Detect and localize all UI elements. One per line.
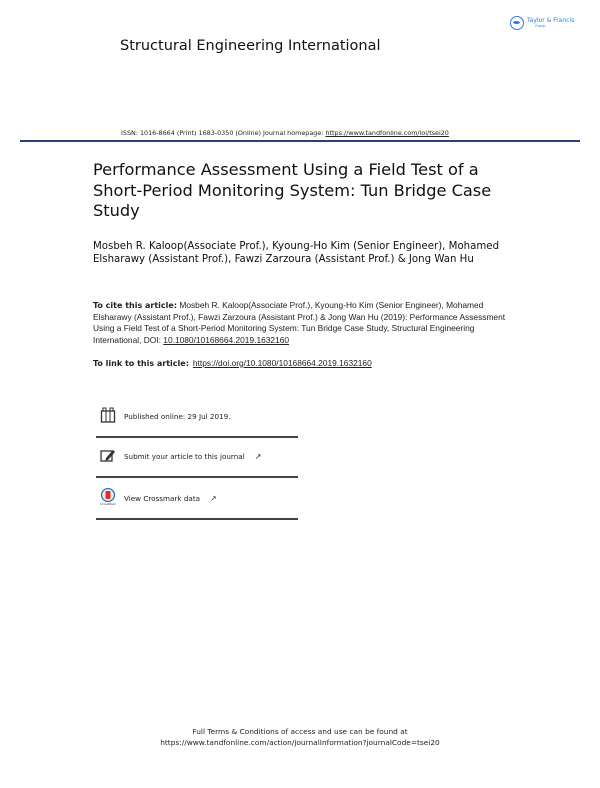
footer-terms	[0, 726, 600, 748]
footer-line-1: Full Terms & Conditions of access and use can be found at	[192, 727, 408, 736]
cite-label: To cite this article:	[93, 301, 178, 310]
link-label: To link to this article:	[93, 359, 189, 368]
divider	[96, 518, 298, 520]
publisher-name: Taylor & Francis	[527, 16, 575, 24]
cite-text: Mosbeh R. Kaloop(Associate Prof.), Kyoung-Ho Kim (Senior Engineer), Mohamed Elsharawy (Assistant Prof.), Fawzi Zarzoura (Assistant Prof.) & Jong Wan Hu (2019): Performance Assessment Using a Field Test of a Short-Period Monitoring System: Tun Bridge Case Study, Structural Engineering International, DOI:	[93, 300, 506, 345]
edit-icon	[100, 448, 116, 464]
divider	[96, 436, 298, 438]
taylor-francis-logo-icon	[510, 16, 524, 30]
publisher-logo[interactable]	[510, 16, 574, 30]
issn-line	[121, 129, 449, 137]
external-link-icon: ↗	[254, 451, 262, 461]
article-doi-link[interactable]: https://doi.org/10.1080/10168664.2019.1632160	[192, 358, 372, 368]
publisher-logo-text	[527, 18, 574, 29]
published-online-text: Published online: 29 Jul 2019.	[124, 411, 231, 421]
submit-article-text: Submit your article to this journal	[124, 451, 245, 461]
article-title: Performance Assessment Using a Field Test of a Short-Period Monitoring System: Tun Bridge Case Study	[93, 160, 492, 220]
calendar-icon	[100, 407, 116, 425]
svg-text:CrossMark: CrossMark	[100, 502, 116, 506]
journal-title: Structural Engineering International	[120, 38, 381, 54]
publisher-sub: Group	[535, 23, 546, 28]
divider	[96, 476, 298, 478]
submit-article-link[interactable]	[100, 448, 298, 464]
published-online-row	[100, 407, 298, 425]
crossmark-icon	[100, 488, 116, 508]
citation-block	[93, 300, 523, 346]
external-link-icon: ↗	[210, 493, 217, 503]
crossmark-link[interactable]	[100, 488, 298, 508]
issn-text: ISSN: 1016-8664 (Print) 1683-0350 (Online) Journal homepage:	[121, 129, 326, 137]
article-link-block	[93, 358, 523, 368]
article-authors: Mosbeh R. Kaloop(Associate Prof.), Kyoung-Ho Kim (Senior Engineer), Mohamed Elsharawy (Assistant Prof.), Fawzi Zarzoura (Assistant Prof.) & Jong Wan Hu	[93, 241, 500, 265]
header-divider	[20, 140, 580, 142]
footer-terms-link[interactable]: https://www.tandfonline.com/action/journalInformation?journalCode=tsei20	[160, 738, 440, 747]
journal-homepage-link[interactable]: https://www.tandfonline.com/loi/tsei20	[325, 129, 449, 137]
crossmark-text: View Crossmark data	[124, 493, 201, 503]
cite-doi-link[interactable]: 10.1080/10168664.2019.1632160	[163, 334, 290, 345]
